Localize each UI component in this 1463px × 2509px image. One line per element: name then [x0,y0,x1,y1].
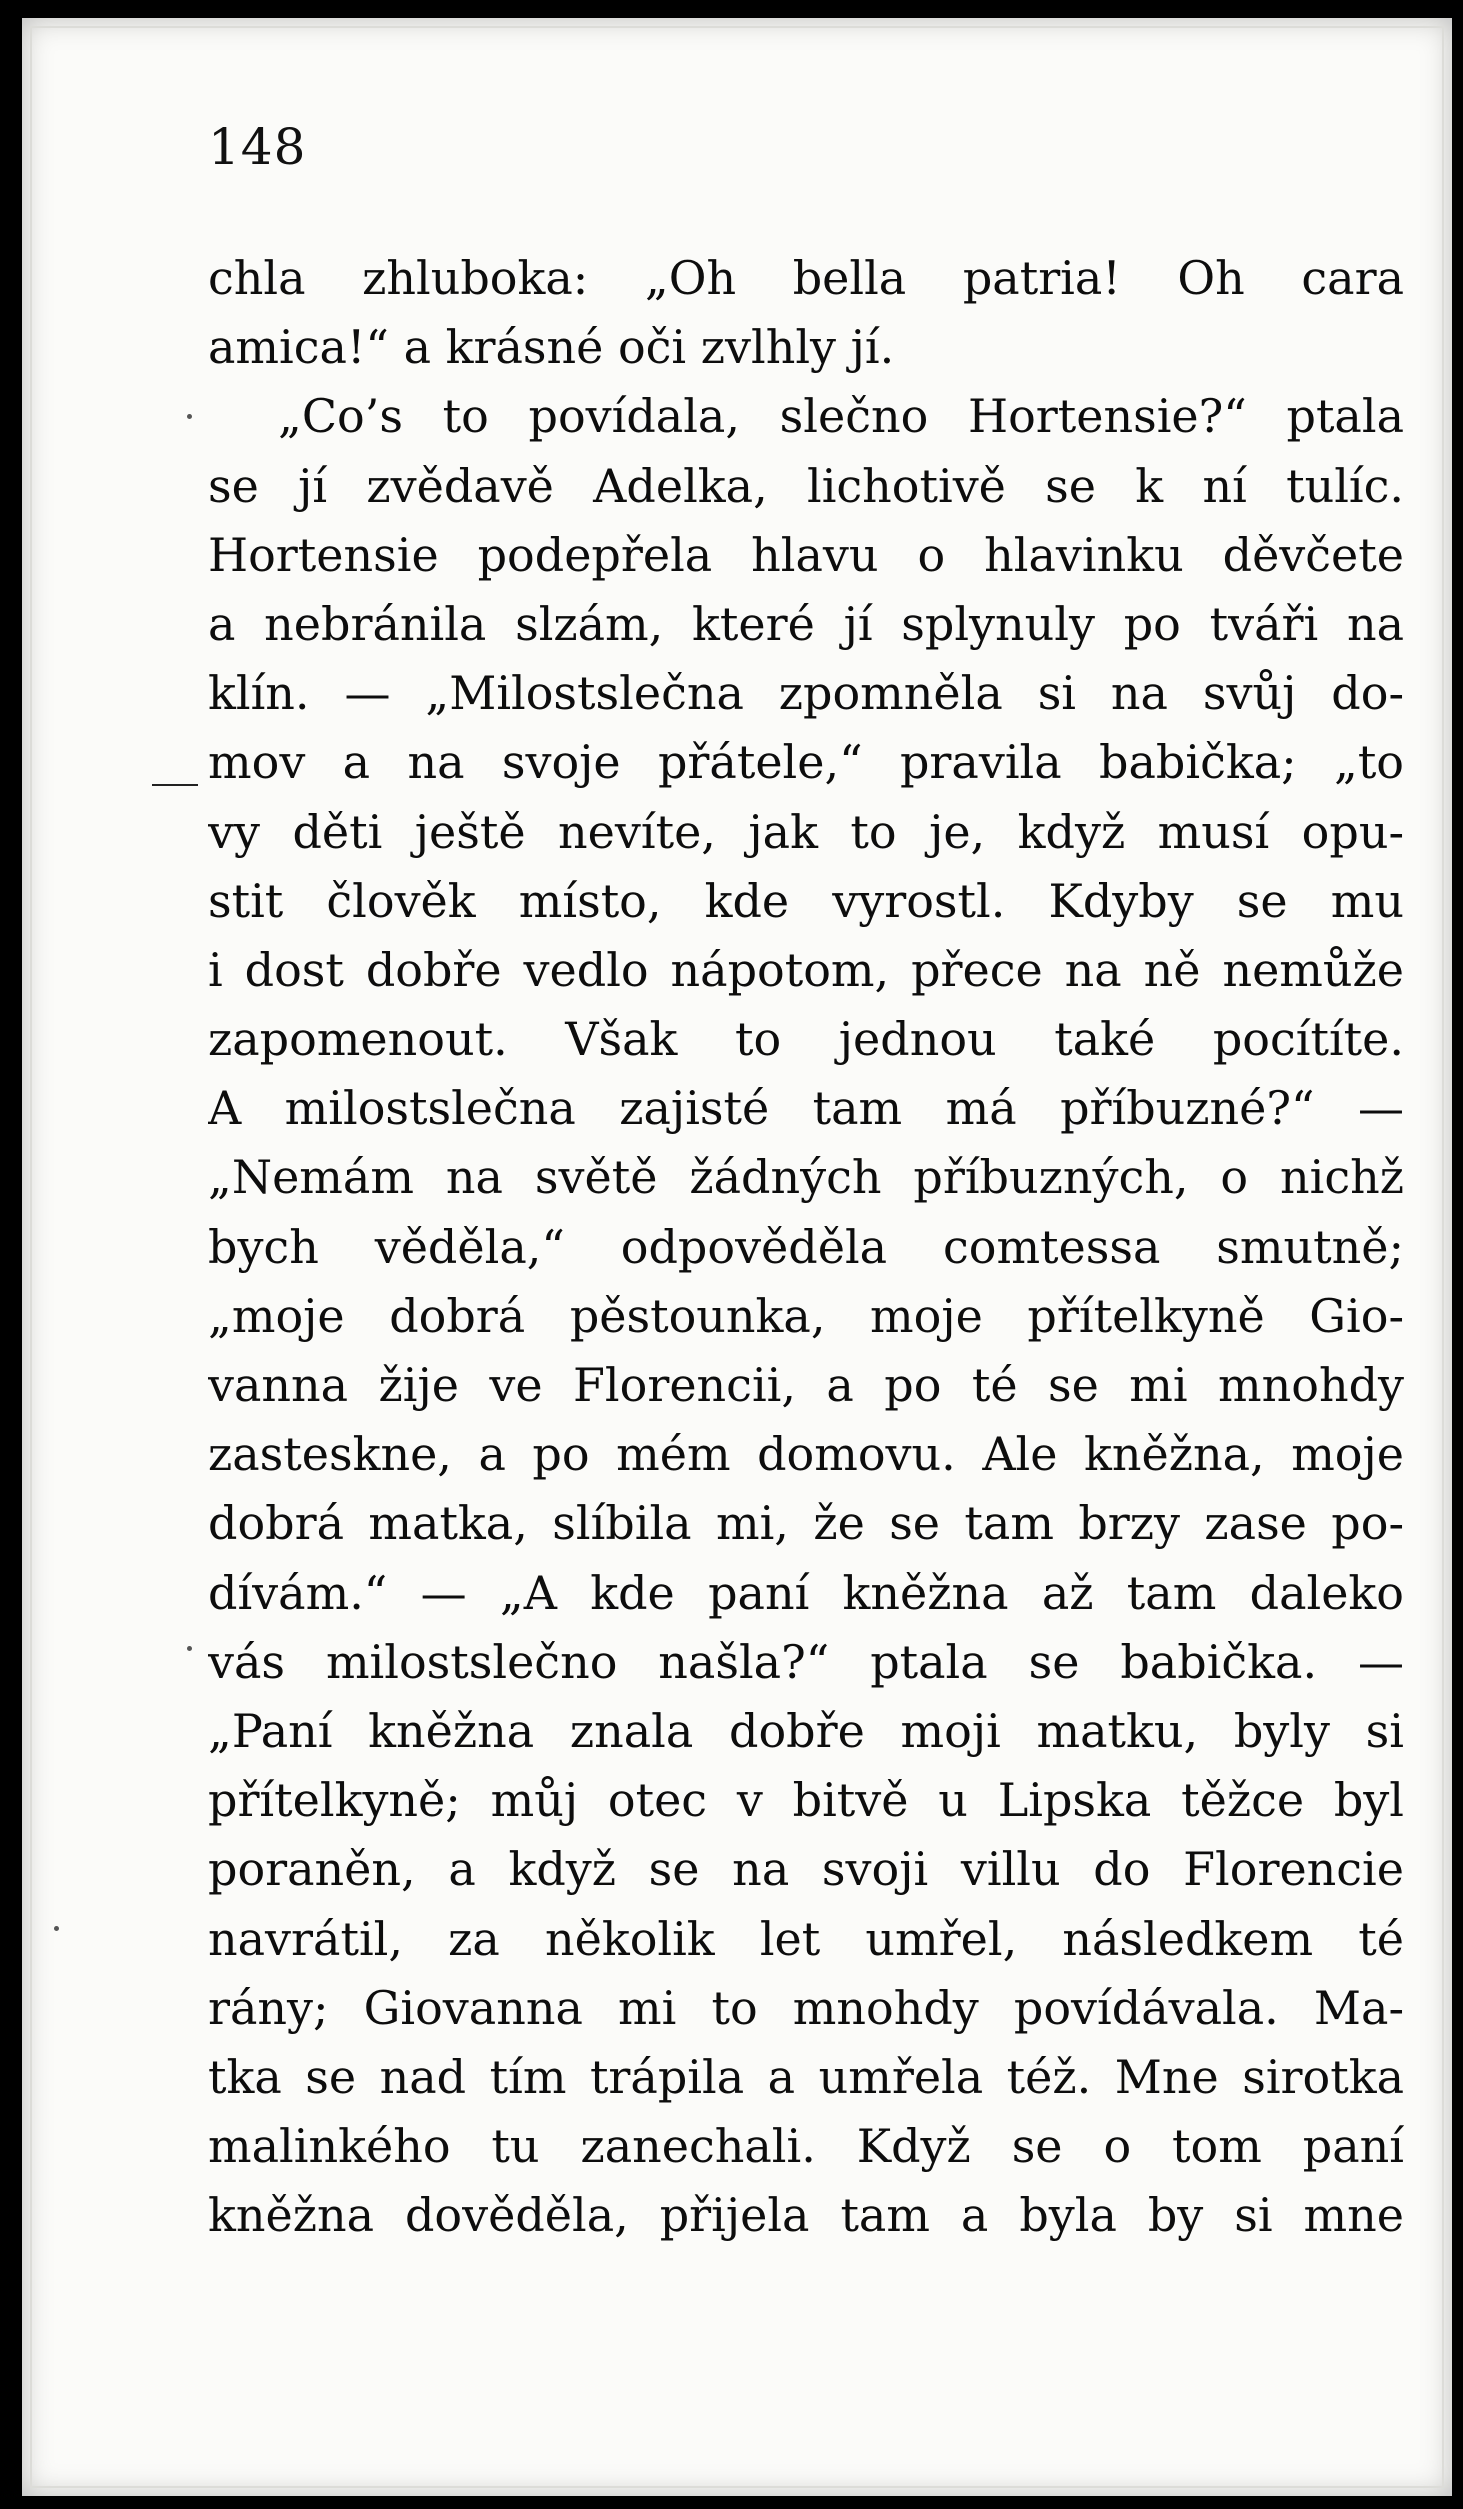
text-line: poraněn, a když se na svoji villu do Florencie [208,1842,1404,1897]
text-line: dívám.“ — „A kde paní kněžna až tam daleko [208,1565,1404,1620]
text-line: bych věděla,“ odpověděla comtessa smutně; [208,1219,1404,1274]
text-line: stit člověk místo, kde vyrostl. Kdyby se mu [208,873,1404,928]
text-line: navrátil, za několik let umřel, následkem té [208,1911,1404,1966]
text-line: vy děti ještě nevíte, jak to je, když musí opu- [208,804,1404,859]
margin-dot-mark [187,1646,192,1651]
margin-dot-mark [54,1926,59,1931]
text-line: a nebránila slzám, které jí splynuly po tváři na [208,596,1404,651]
text-line: A milostslečna zajisté tam má příbuzné?“ — [208,1081,1404,1136]
text-line: dobrá matka, slíbila mi, že se tam brzy zase po- [208,1496,1404,1551]
text-line: malinkého tu zanechali. Když se o tom paní [208,2119,1404,2174]
text-line: i dost dobře vedlo nápotom, přece na ně nemůže [208,942,1404,997]
text-line: zapomenout. Však to jednou také pocítíte. [208,1012,1404,1067]
body-text [208,244,1404,2250]
text-line: mov a na svoje přátele,“ pravila babička; „to [208,735,1404,790]
margin-dot-mark [187,414,192,419]
text-line: vás milostslečno našla?“ ptala se babička. — [208,1634,1404,1689]
book-page [22,18,1452,2496]
page-number: 148 [208,118,307,176]
text-line: chla zhluboka: „Oh bella patria! Oh cara [208,251,1404,305]
text-line: Hortensie podepřela hlavu o hlavinku děvčete [208,527,1404,582]
text-line: vanna žije ve Florencii, a po té se mi mnohdy [208,1358,1404,1412]
text-line: „Nemám na světě žádných příbuzných, o nichž [208,1150,1404,1205]
text-line: tka se nad tím trápila a umřela též. Mne sirotka [208,2049,1404,2104]
margin-dash-mark [152,784,198,786]
text-line: zasteskne, a po mém domovu. Ale kněžna, moje [208,1427,1404,1482]
text-line: amica!“ a krásné oči zvlhly jí. [208,320,895,375]
text-line: klín. — „Milostslečna zpomněla si na svůj do- [208,666,1404,721]
text-line: rány; Giovanna mi to mnohdy povídávala. Ma- [208,1980,1404,2035]
text-line: přítelkyně; můj otec v bitvě u Lipska těžce byl [208,1773,1404,1828]
text-line: „Co’s to povídala, slečno Hortensie?“ ptala [278,389,1404,444]
text-line: kněžna dověděla, přijela tam a byla by si mne [208,2188,1404,2243]
text-line: se jí zvědavě Adelka, lichotivě se k ní tulíc. [208,458,1404,513]
text-line: „Paní kněžna znala dobře moji matku, byly si [208,1703,1404,1758]
text-line: „moje dobrá pěstounka, moje přítelkyně Gio- [208,1288,1404,1343]
